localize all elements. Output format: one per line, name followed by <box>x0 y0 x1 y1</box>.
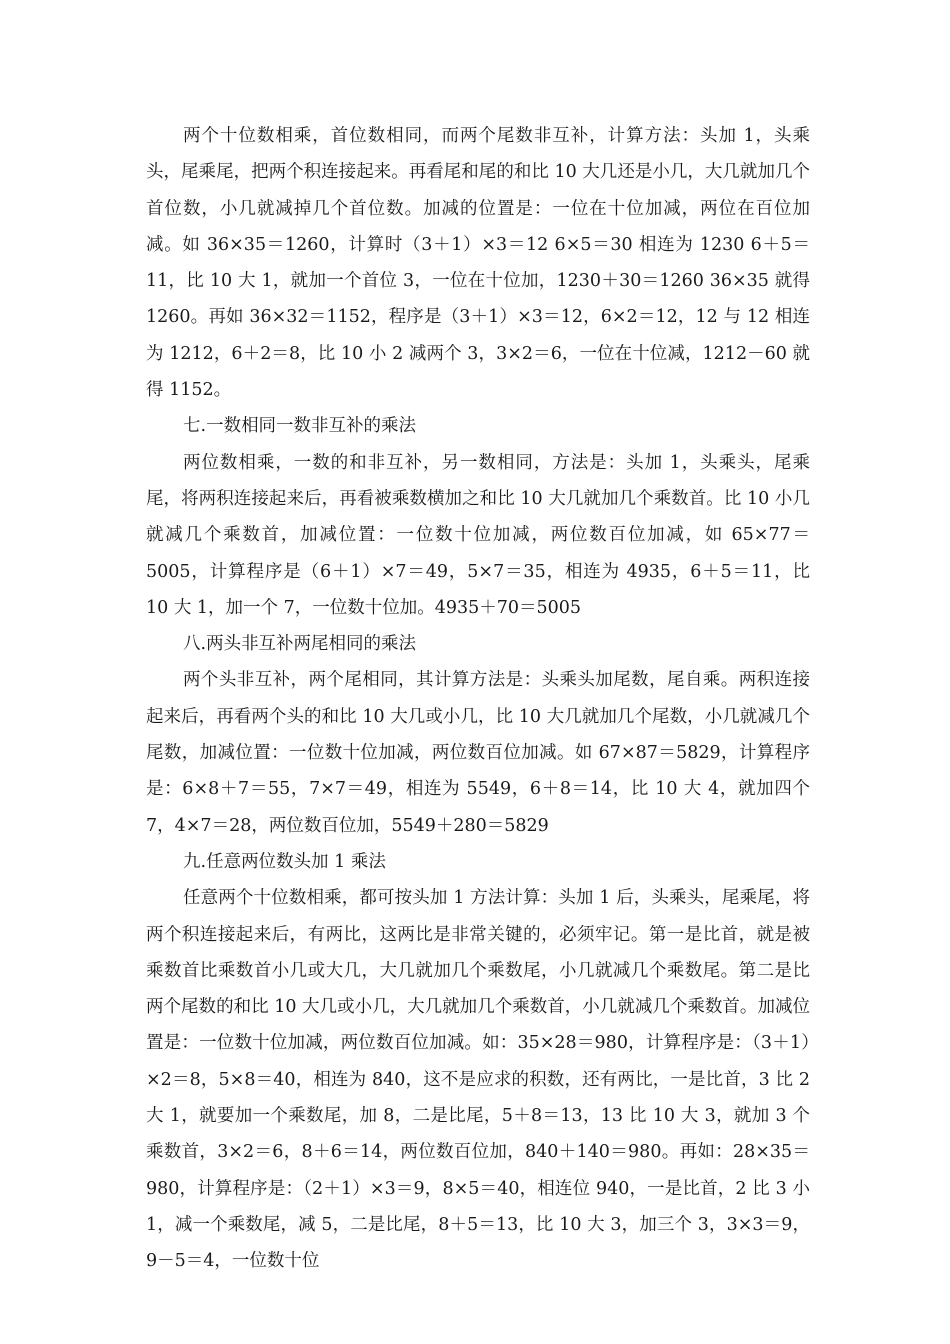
document-body <box>146 118 810 1280</box>
paragraph-non-complement-tails: 两个十位数相乘，首位数相同，而两个尾数非互补，计算方法：头加 1，头乘头，尾乘尾，把两个积连接起来。再看尾和尾的和比 10 大几还是小几，大几就加几个首位数，小几就减掉几个首位数。加减的位置是：一位在十位加减，两位在百位加减。如 36×35＝1260，计算时（3＋1）×3＝12 6×5＝30 相连为 1230 6＋5＝11，比 10 大 1，就加一个首位 3，一位在十位加，1230＋30＝1260 36×35 就得 1260。再如 36×32＝1152，程序是（3＋1）×3＝12，6×2＝12，12 与 12 相连为 1212，6＋2＝8，比 10 小 2 减两个 3，3×2＝6，一位在十位减，1212－60 就得 1152。 <box>146 126 810 401</box>
paragraph-section-9: 任意两个十位数相乘，都可按头加 1 方法计算：头加 1 后，头乘头，尾乘尾，将两个积连接起来后，有两比，这两比是非常关键的，必须牢记。第一是比首，就是被乘数首比乘数首小几或大几，大几就加几个乘数尾，小几就减几个乘数尾。第二是比两个尾数的和比 10 大几或小几，大几就加几个乘数首，小几就减几个乘数首。加减位置是：一位数十位加减，两位数百位加减。如：35×28＝980，计算程序是：（3＋1）×2＝8，5×8＝40，相连为 840，这不是应求的积数，还有两比，一是比首，3 比 2 大 1，就要加一个乘数尾，加 8，二是比尾，5＋8＝13，13 比 10 大 3，就加 3 个乘数首，3×2＝6，8＋6＝14，两位数百位加，840＋140＝980。再如：28×35＝980，计算程序是：（2＋1）×3＝9，8×5＝40，相连位 940，一是比首，2 比 3 小 1，减一个乘数尾，减 5，二是比尾，8＋5＝13，比 10 大 3，加三个 3，3×3＝9，9－5＝4，一位数十位 <box>146 888 810 1272</box>
paragraph-section-8: 两个头非互补，两个尾相同，其计算方法是：头乘头加尾数，尾自乘。两积连接起来后，再看两个头的和比 10 大几或小几，比 10 大几就加几个尾数，小几就减几个尾数，加减位置：一位数十位加减，两位数百位加减。如 67×87＝5829，计算程序是：6×8＋7＝55，7×7＝49，相连为 5549，6＋8＝14，比 10 大 4，就加四个 7，4×7＝28，两位数百位加，5549＋280＝5829 <box>146 670 810 836</box>
heading-section-7: 七.一数相同一数非互补的乘法 <box>183 416 417 437</box>
heading-section-9: 九.任意两位数头加 1 乘法 <box>183 851 386 872</box>
paragraph-section-7: 两位数相乘，一数的和非互补，另一数相同，方法是：头加 1，头乘头，尾乘尾，将两积连接起来后，再看被乘数横加之和比 10 大几就加几个乘数首。比 10 小几就减几个乘数首，加减位置：一位数十位加减，两位数百位加减，如 65×77＝5005，计算程序是（6＋1）×7＝49，5×7＝35，相连为 4935，6＋5＝11，比 10 大 1，加一个 7，一位数十位加。4935＋70＝5005 <box>146 452 810 618</box>
heading-section-8: 八.两头非互补两尾相同的乘法 <box>183 634 417 655</box>
